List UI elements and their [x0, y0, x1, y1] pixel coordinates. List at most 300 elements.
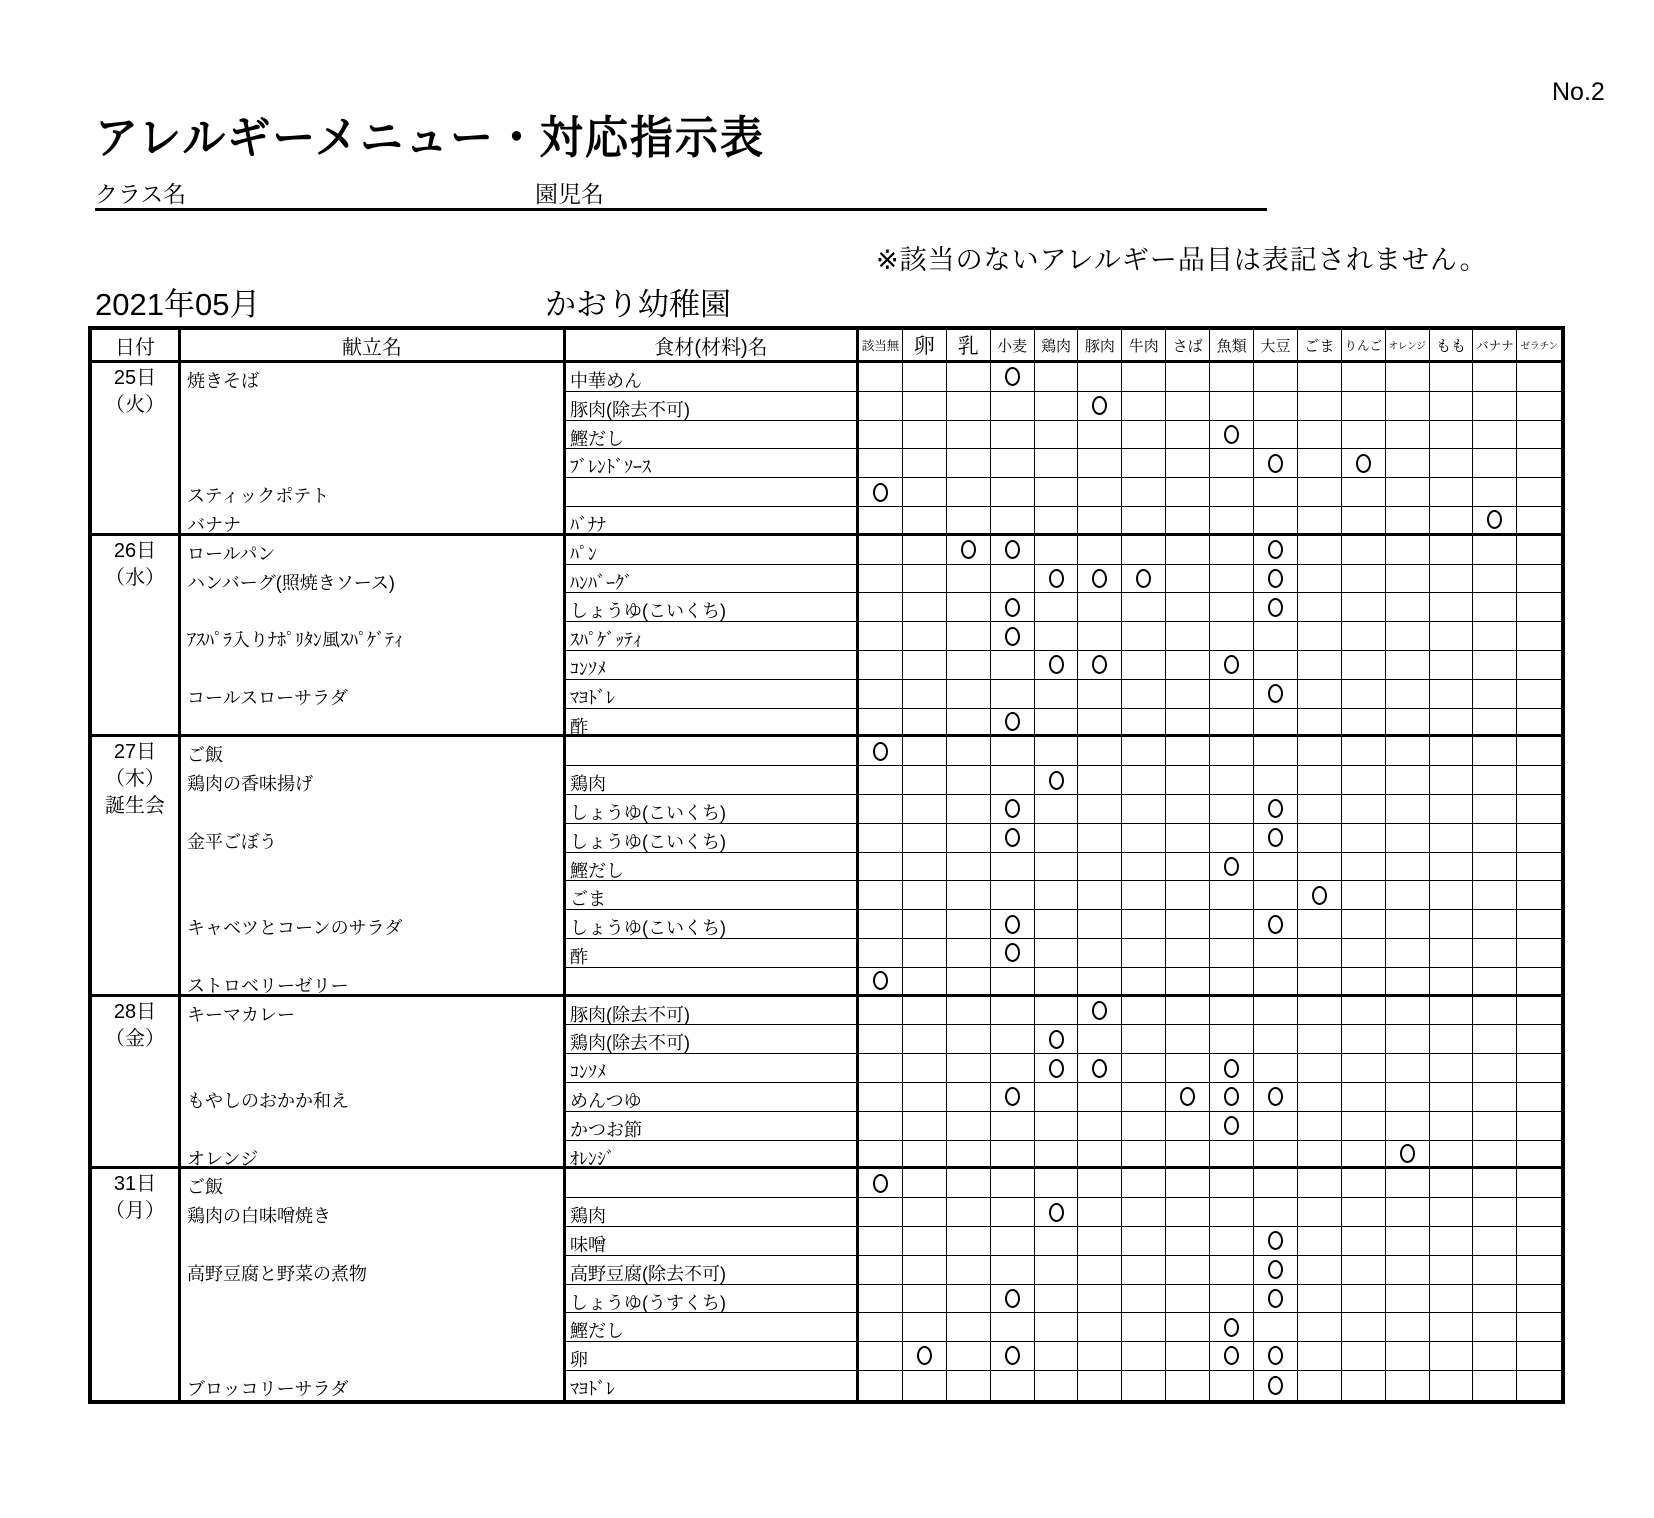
allergen-cell — [991, 939, 1035, 968]
allergen-circle-mark — [1268, 1087, 1283, 1106]
allergen-cell — [903, 795, 947, 824]
ingredient-cell: 酢 — [566, 939, 859, 968]
menu-cell: スティックポテト — [181, 478, 566, 507]
allergen-cell — [1035, 363, 1079, 392]
allergen-cell — [991, 1054, 1035, 1083]
allergen-cell — [1166, 363, 1210, 392]
allergen-cell — [947, 680, 991, 709]
allergen-column-header: 魚類 — [1210, 330, 1254, 363]
allergen-cell — [1166, 680, 1210, 709]
allergen-cell — [1254, 507, 1298, 536]
allergen-cell — [1517, 939, 1561, 968]
ingredient-cell: しょうゆ(こいくち) — [566, 795, 859, 824]
allergen-cell — [1166, 1025, 1210, 1054]
allergen-cell — [1386, 565, 1430, 594]
allergen-cell — [1210, 853, 1254, 882]
allergen-cell — [903, 593, 947, 622]
allergen-cell — [1254, 910, 1298, 939]
allergen-cell — [1078, 1198, 1122, 1227]
allergen-circle-mark — [1005, 1289, 1020, 1308]
allergen-cell — [1342, 968, 1386, 997]
allergen-circle-mark — [1005, 915, 1020, 934]
allergen-cell — [1517, 795, 1561, 824]
menu-cell: コールスローサラダ — [181, 680, 566, 709]
allergen-cell — [1386, 507, 1430, 536]
allergen-circle-mark — [1005, 712, 1020, 731]
allergen-cell — [991, 1141, 1035, 1170]
allergen-cell — [1078, 1112, 1122, 1141]
allergen-cell — [947, 766, 991, 795]
allergen-cell — [1166, 968, 1210, 997]
date-line: （水） — [105, 566, 165, 589]
allergen-cell — [991, 709, 1035, 738]
allergen-cell — [859, 651, 903, 680]
allergen-cell — [1342, 507, 1386, 536]
menu-cell: ロールパン — [181, 536, 566, 565]
allergen-cell — [947, 1054, 991, 1083]
allergen-cell — [859, 593, 903, 622]
allergen-cell — [1342, 737, 1386, 766]
page-number: No.2 — [1552, 78, 1605, 106]
ingredient-cell: しょうゆ(こいくち) — [566, 824, 859, 853]
menu-column-header: 献立名 — [181, 330, 566, 363]
allergen-cell — [1035, 1227, 1079, 1256]
allergen-cell — [1122, 363, 1166, 392]
allergen-circle-mark — [1005, 627, 1020, 646]
allergen-cell — [1254, 824, 1298, 853]
allergen-cell — [1210, 593, 1254, 622]
allergen-cell — [1430, 565, 1474, 594]
allergen-cell — [1473, 1256, 1517, 1285]
allergen-cell — [1298, 1054, 1342, 1083]
allergen-circle-mark — [873, 1174, 888, 1193]
page-title: アレルギーメニュー・対応指示表 — [95, 112, 766, 164]
allergen-cell — [859, 1141, 903, 1170]
allergen-circle-mark — [1268, 915, 1283, 934]
ingredient-cell: 豚肉(除去不可) — [566, 997, 859, 1026]
allergen-cell — [991, 363, 1035, 392]
allergen-cell — [1254, 1256, 1298, 1285]
allergen-cell — [859, 939, 903, 968]
allergen-cell — [1254, 536, 1298, 565]
allergen-cell — [1430, 1371, 1474, 1400]
allergen-cell — [903, 939, 947, 968]
allergen-cell — [1517, 1371, 1561, 1400]
allergen-cell — [859, 881, 903, 910]
allergen-cell — [1078, 968, 1122, 997]
allergen-cell — [1035, 1141, 1079, 1170]
allergen-cell — [1035, 1342, 1079, 1371]
allergen-cell — [1386, 1313, 1430, 1342]
allergen-cell — [1122, 795, 1166, 824]
menu-cell: キャベツとコーンのサラダ — [181, 910, 566, 939]
menu-cell — [181, 593, 566, 622]
allergen-cell — [1342, 651, 1386, 680]
allergen-cell — [1386, 449, 1430, 478]
allergen-cell — [1078, 1371, 1122, 1400]
allergen-cell — [1254, 1371, 1298, 1400]
allergen-circle-mark — [1005, 540, 1020, 559]
allergen-cell — [1430, 1313, 1474, 1342]
allergen-cell — [1473, 1054, 1517, 1083]
allergen-cell — [1430, 881, 1474, 910]
allergen-cell — [859, 910, 903, 939]
allergen-cell — [1342, 449, 1386, 478]
allergen-cell — [859, 565, 903, 594]
allergen-cell — [859, 1371, 903, 1400]
allergen-cell — [1473, 737, 1517, 766]
allergen-cell — [1122, 737, 1166, 766]
allergen-column-header: 小麦 — [991, 330, 1035, 363]
allergen-cell — [1035, 536, 1079, 565]
allergen-cell — [1254, 1141, 1298, 1170]
allergen-cell — [1430, 997, 1474, 1026]
allergen-cell — [1210, 1313, 1254, 1342]
allergen-cell — [1298, 766, 1342, 795]
allergen-cell — [903, 766, 947, 795]
allergen-cell — [1035, 1371, 1079, 1400]
allergen-cell — [1210, 565, 1254, 594]
allergen-circle-mark — [1268, 598, 1283, 617]
allergen-cell — [1035, 478, 1079, 507]
allergen-cell — [903, 737, 947, 766]
date-line: （月） — [105, 1200, 165, 1223]
menu-cell — [181, 651, 566, 680]
allergen-cell — [1254, 449, 1298, 478]
allergen-cell — [1386, 1256, 1430, 1285]
allergen-cell — [1210, 1112, 1254, 1141]
allergy-note: ※該当のないアレルギー品目は表記されません。 — [876, 245, 1488, 275]
allergen-cell — [1210, 392, 1254, 421]
allergen-cell — [947, 968, 991, 997]
allergen-cell — [1035, 795, 1079, 824]
allergen-cell — [947, 593, 991, 622]
allergen-cell — [1430, 1227, 1474, 1256]
allergen-cell — [1254, 1285, 1298, 1314]
allergen-cell — [1254, 795, 1298, 824]
allergen-cell — [859, 536, 903, 565]
allergen-cell — [1078, 680, 1122, 709]
allergen-cell — [1430, 795, 1474, 824]
allergen-cell — [903, 1342, 947, 1371]
ingredient-cell: 鰹だし — [566, 1313, 859, 1342]
allergen-cell — [991, 1112, 1035, 1141]
allergen-cell — [991, 622, 1035, 651]
allergen-cell — [1166, 507, 1210, 536]
allergen-cell — [1473, 824, 1517, 853]
menu-cell — [181, 1342, 566, 1371]
allergen-cell — [859, 709, 903, 738]
allergen-cell — [1122, 997, 1166, 1026]
allergen-cell — [1298, 709, 1342, 738]
allergen-circle-mark — [1224, 1087, 1239, 1106]
allergen-cell — [1078, 363, 1122, 392]
allergen-cell — [1298, 1169, 1342, 1198]
allergen-cell — [1342, 421, 1386, 450]
allergen-cell — [1430, 1141, 1474, 1170]
allergen-cell — [1430, 1198, 1474, 1227]
allergen-circle-mark — [1268, 684, 1283, 703]
allergen-cell — [903, 1313, 947, 1342]
allergen-circle-mark — [1400, 1144, 1415, 1163]
allergen-cell — [1166, 565, 1210, 594]
allergen-cell — [1122, 1371, 1166, 1400]
allergen-cell — [1298, 565, 1342, 594]
allergen-cell — [1210, 536, 1254, 565]
allergen-cell — [1517, 1256, 1561, 1285]
allergen-cell — [1035, 449, 1079, 478]
allergen-cell — [947, 939, 991, 968]
allergen-cell — [1342, 1285, 1386, 1314]
allergen-cell — [991, 824, 1035, 853]
ingredient-cell: 卵 — [566, 1342, 859, 1371]
allergen-cell — [1473, 593, 1517, 622]
allergen-cell — [1166, 421, 1210, 450]
allergen-cell — [1342, 1169, 1386, 1198]
menu-cell — [181, 1054, 566, 1083]
menu-cell — [181, 1112, 566, 1141]
allergen-cell — [1473, 910, 1517, 939]
allergen-cell — [1298, 824, 1342, 853]
allergen-cell — [1210, 795, 1254, 824]
allergen-cell — [1473, 881, 1517, 910]
allergen-cell — [1430, 1342, 1474, 1371]
allergen-cell — [1078, 939, 1122, 968]
allergen-cell — [1122, 565, 1166, 594]
allergen-cell — [1078, 1141, 1122, 1170]
allergen-circle-mark — [1049, 1059, 1064, 1078]
allergen-cell — [1210, 939, 1254, 968]
allergen-cell — [1210, 449, 1254, 478]
allergen-cell — [947, 1198, 991, 1227]
allergen-cell — [1473, 1227, 1517, 1256]
allergen-cell — [1035, 853, 1079, 882]
ingredient-cell — [566, 1169, 859, 1198]
allergen-column-header: さば — [1166, 330, 1210, 363]
allergen-cell — [1298, 1141, 1342, 1170]
allergen-cell — [1254, 1198, 1298, 1227]
allergen-cell — [1210, 1025, 1254, 1054]
allergen-cell — [859, 853, 903, 882]
allergen-cell — [1342, 478, 1386, 507]
allergen-cell — [1473, 1083, 1517, 1112]
allergen-cell — [1122, 392, 1166, 421]
allergen-cell — [859, 1313, 903, 1342]
ingredient-cell: ﾏﾖﾄﾞﾚ — [566, 680, 859, 709]
allergen-cell — [1430, 1285, 1474, 1314]
allergen-cell — [1166, 795, 1210, 824]
allergen-cell — [1342, 1198, 1386, 1227]
allergen-cell — [1517, 1141, 1561, 1170]
allergen-circle-mark — [1049, 771, 1064, 790]
allergen-cell — [1078, 910, 1122, 939]
menu-cell — [181, 881, 566, 910]
allergen-cell — [1298, 421, 1342, 450]
allergen-cell — [1386, 1054, 1430, 1083]
allergen-cell — [859, 680, 903, 709]
allergen-cell — [1166, 651, 1210, 680]
allergen-cell — [1210, 622, 1254, 651]
allergen-cell — [1386, 968, 1430, 997]
allergen-cell — [1386, 939, 1430, 968]
allergen-cell — [903, 449, 947, 478]
allergen-cell — [1254, 939, 1298, 968]
allergen-cell — [1386, 1112, 1430, 1141]
allergen-cell — [1473, 622, 1517, 651]
allergen-cell — [1122, 1025, 1166, 1054]
allergen-cell — [1386, 853, 1430, 882]
allergen-cell — [1078, 593, 1122, 622]
allergen-cell — [1342, 1083, 1386, 1112]
allergen-cell — [991, 1169, 1035, 1198]
school-name: かおり幼稚園 — [545, 287, 731, 322]
allergen-column-header: もも — [1430, 330, 1474, 363]
allergen-cell — [1035, 680, 1079, 709]
allergen-cell — [1035, 421, 1079, 450]
allergen-cell — [1473, 680, 1517, 709]
ingredient-column-header: 食材(材料)名 — [566, 330, 859, 363]
allergen-cell — [1430, 507, 1474, 536]
allergen-cell — [1430, 1169, 1474, 1198]
allergen-cell — [1210, 1256, 1254, 1285]
allergen-cell — [1342, 766, 1386, 795]
allergen-cell — [1386, 824, 1430, 853]
allergen-cell — [1430, 593, 1474, 622]
allergen-cell — [859, 968, 903, 997]
allergen-cell — [1342, 536, 1386, 565]
allergen-cell — [1078, 1256, 1122, 1285]
allergen-cell — [1298, 392, 1342, 421]
allergen-cell — [903, 997, 947, 1026]
allergen-circle-mark — [1005, 799, 1020, 818]
allergen-cell — [1254, 881, 1298, 910]
allergen-cell — [1473, 853, 1517, 882]
allergen-cell — [1430, 737, 1474, 766]
allergen-cell — [947, 1256, 991, 1285]
date-line: 27日 — [113, 741, 157, 764]
allergen-cell — [1473, 1025, 1517, 1054]
allergen-cell — [991, 910, 1035, 939]
allergen-cell — [1298, 1227, 1342, 1256]
allergen-cell — [1298, 1371, 1342, 1400]
menu-cell — [181, 795, 566, 824]
allergen-cell — [1430, 766, 1474, 795]
allergen-cell — [1517, 622, 1561, 651]
menu-cell: バナナ — [181, 507, 566, 536]
allergen-column-header: 卵 — [903, 330, 947, 363]
allergen-cell — [1342, 1256, 1386, 1285]
allergen-cell — [1078, 709, 1122, 738]
allergen-cell — [991, 1083, 1035, 1112]
allergen-cell — [947, 565, 991, 594]
allergen-cell — [947, 421, 991, 450]
allergen-cell — [947, 478, 991, 507]
allergen-column-header: 乳 — [947, 330, 991, 363]
allergen-cell — [1473, 1285, 1517, 1314]
menu-cell: オレンジ — [181, 1141, 566, 1170]
allergen-cell — [1210, 1054, 1254, 1083]
allergen-cell — [991, 680, 1035, 709]
allergen-column-header: 該当無 — [859, 330, 903, 363]
menu-cell — [181, 853, 566, 882]
allergen-cell — [1210, 737, 1254, 766]
allergen-cell — [1166, 737, 1210, 766]
ingredient-cell — [566, 478, 859, 507]
allergen-cell — [1298, 507, 1342, 536]
allergen-cell — [1298, 881, 1342, 910]
allergen-cell — [1386, 766, 1430, 795]
class-name-label: クラス名 — [95, 181, 187, 207]
allergen-cell — [991, 1313, 1035, 1342]
allergen-cell — [1166, 449, 1210, 478]
date-line: （金） — [105, 1027, 165, 1050]
allergen-cell — [1298, 1083, 1342, 1112]
allergen-cell — [1517, 392, 1561, 421]
allergen-cell — [1386, 709, 1430, 738]
allergen-cell — [991, 421, 1035, 450]
allergen-cell — [1166, 766, 1210, 795]
allergen-cell — [1254, 363, 1298, 392]
allergen-cell — [1298, 1285, 1342, 1314]
allergen-cell — [1473, 1313, 1517, 1342]
allergen-circle-mark — [1092, 569, 1107, 588]
allergen-cell — [991, 997, 1035, 1026]
allergen-circle-mark — [873, 483, 888, 502]
allergen-cell — [903, 565, 947, 594]
allergen-circle-mark — [1268, 569, 1283, 588]
allergen-cell — [903, 910, 947, 939]
allergen-cell — [903, 1256, 947, 1285]
allergen-cell — [947, 1025, 991, 1054]
ingredient-cell: かつお節 — [566, 1112, 859, 1141]
allergen-cell — [1122, 421, 1166, 450]
allergen-cell — [1078, 1342, 1122, 1371]
allergen-cell — [1166, 709, 1210, 738]
ingredient-cell: しょうゆ(こいくち) — [566, 910, 859, 939]
allergen-cell — [1254, 421, 1298, 450]
allergen-cell — [1517, 824, 1561, 853]
ingredient-cell: 酢 — [566, 709, 859, 738]
ingredient-cell: 鰹だし — [566, 421, 859, 450]
allergen-cell — [1078, 1025, 1122, 1054]
allergen-cell — [1298, 939, 1342, 968]
allergen-cell — [947, 1342, 991, 1371]
allergen-cell — [1210, 968, 1254, 997]
allergen-cell — [1386, 1083, 1430, 1112]
allergen-cell — [1386, 997, 1430, 1026]
ingredient-cell: ごま — [566, 881, 859, 910]
allergen-cell — [1517, 478, 1561, 507]
allergen-cell — [1035, 392, 1079, 421]
allergen-cell — [1386, 1371, 1430, 1400]
allergen-cell — [1035, 651, 1079, 680]
allergen-cell — [1254, 1169, 1298, 1198]
allergen-cell — [1166, 536, 1210, 565]
allergen-cell — [1386, 622, 1430, 651]
allergen-cell — [1035, 766, 1079, 795]
allergen-cell — [903, 1371, 947, 1400]
allergen-cell — [1386, 910, 1430, 939]
allergen-cell — [1035, 1198, 1079, 1227]
allergen-cell — [991, 593, 1035, 622]
allergen-cell — [1078, 853, 1122, 882]
allergen-cell — [903, 1169, 947, 1198]
allergen-cell — [991, 1025, 1035, 1054]
allergen-cell — [1078, 881, 1122, 910]
allergen-cell — [1517, 536, 1561, 565]
allergen-cell — [1298, 1025, 1342, 1054]
allergen-cell — [1078, 421, 1122, 450]
